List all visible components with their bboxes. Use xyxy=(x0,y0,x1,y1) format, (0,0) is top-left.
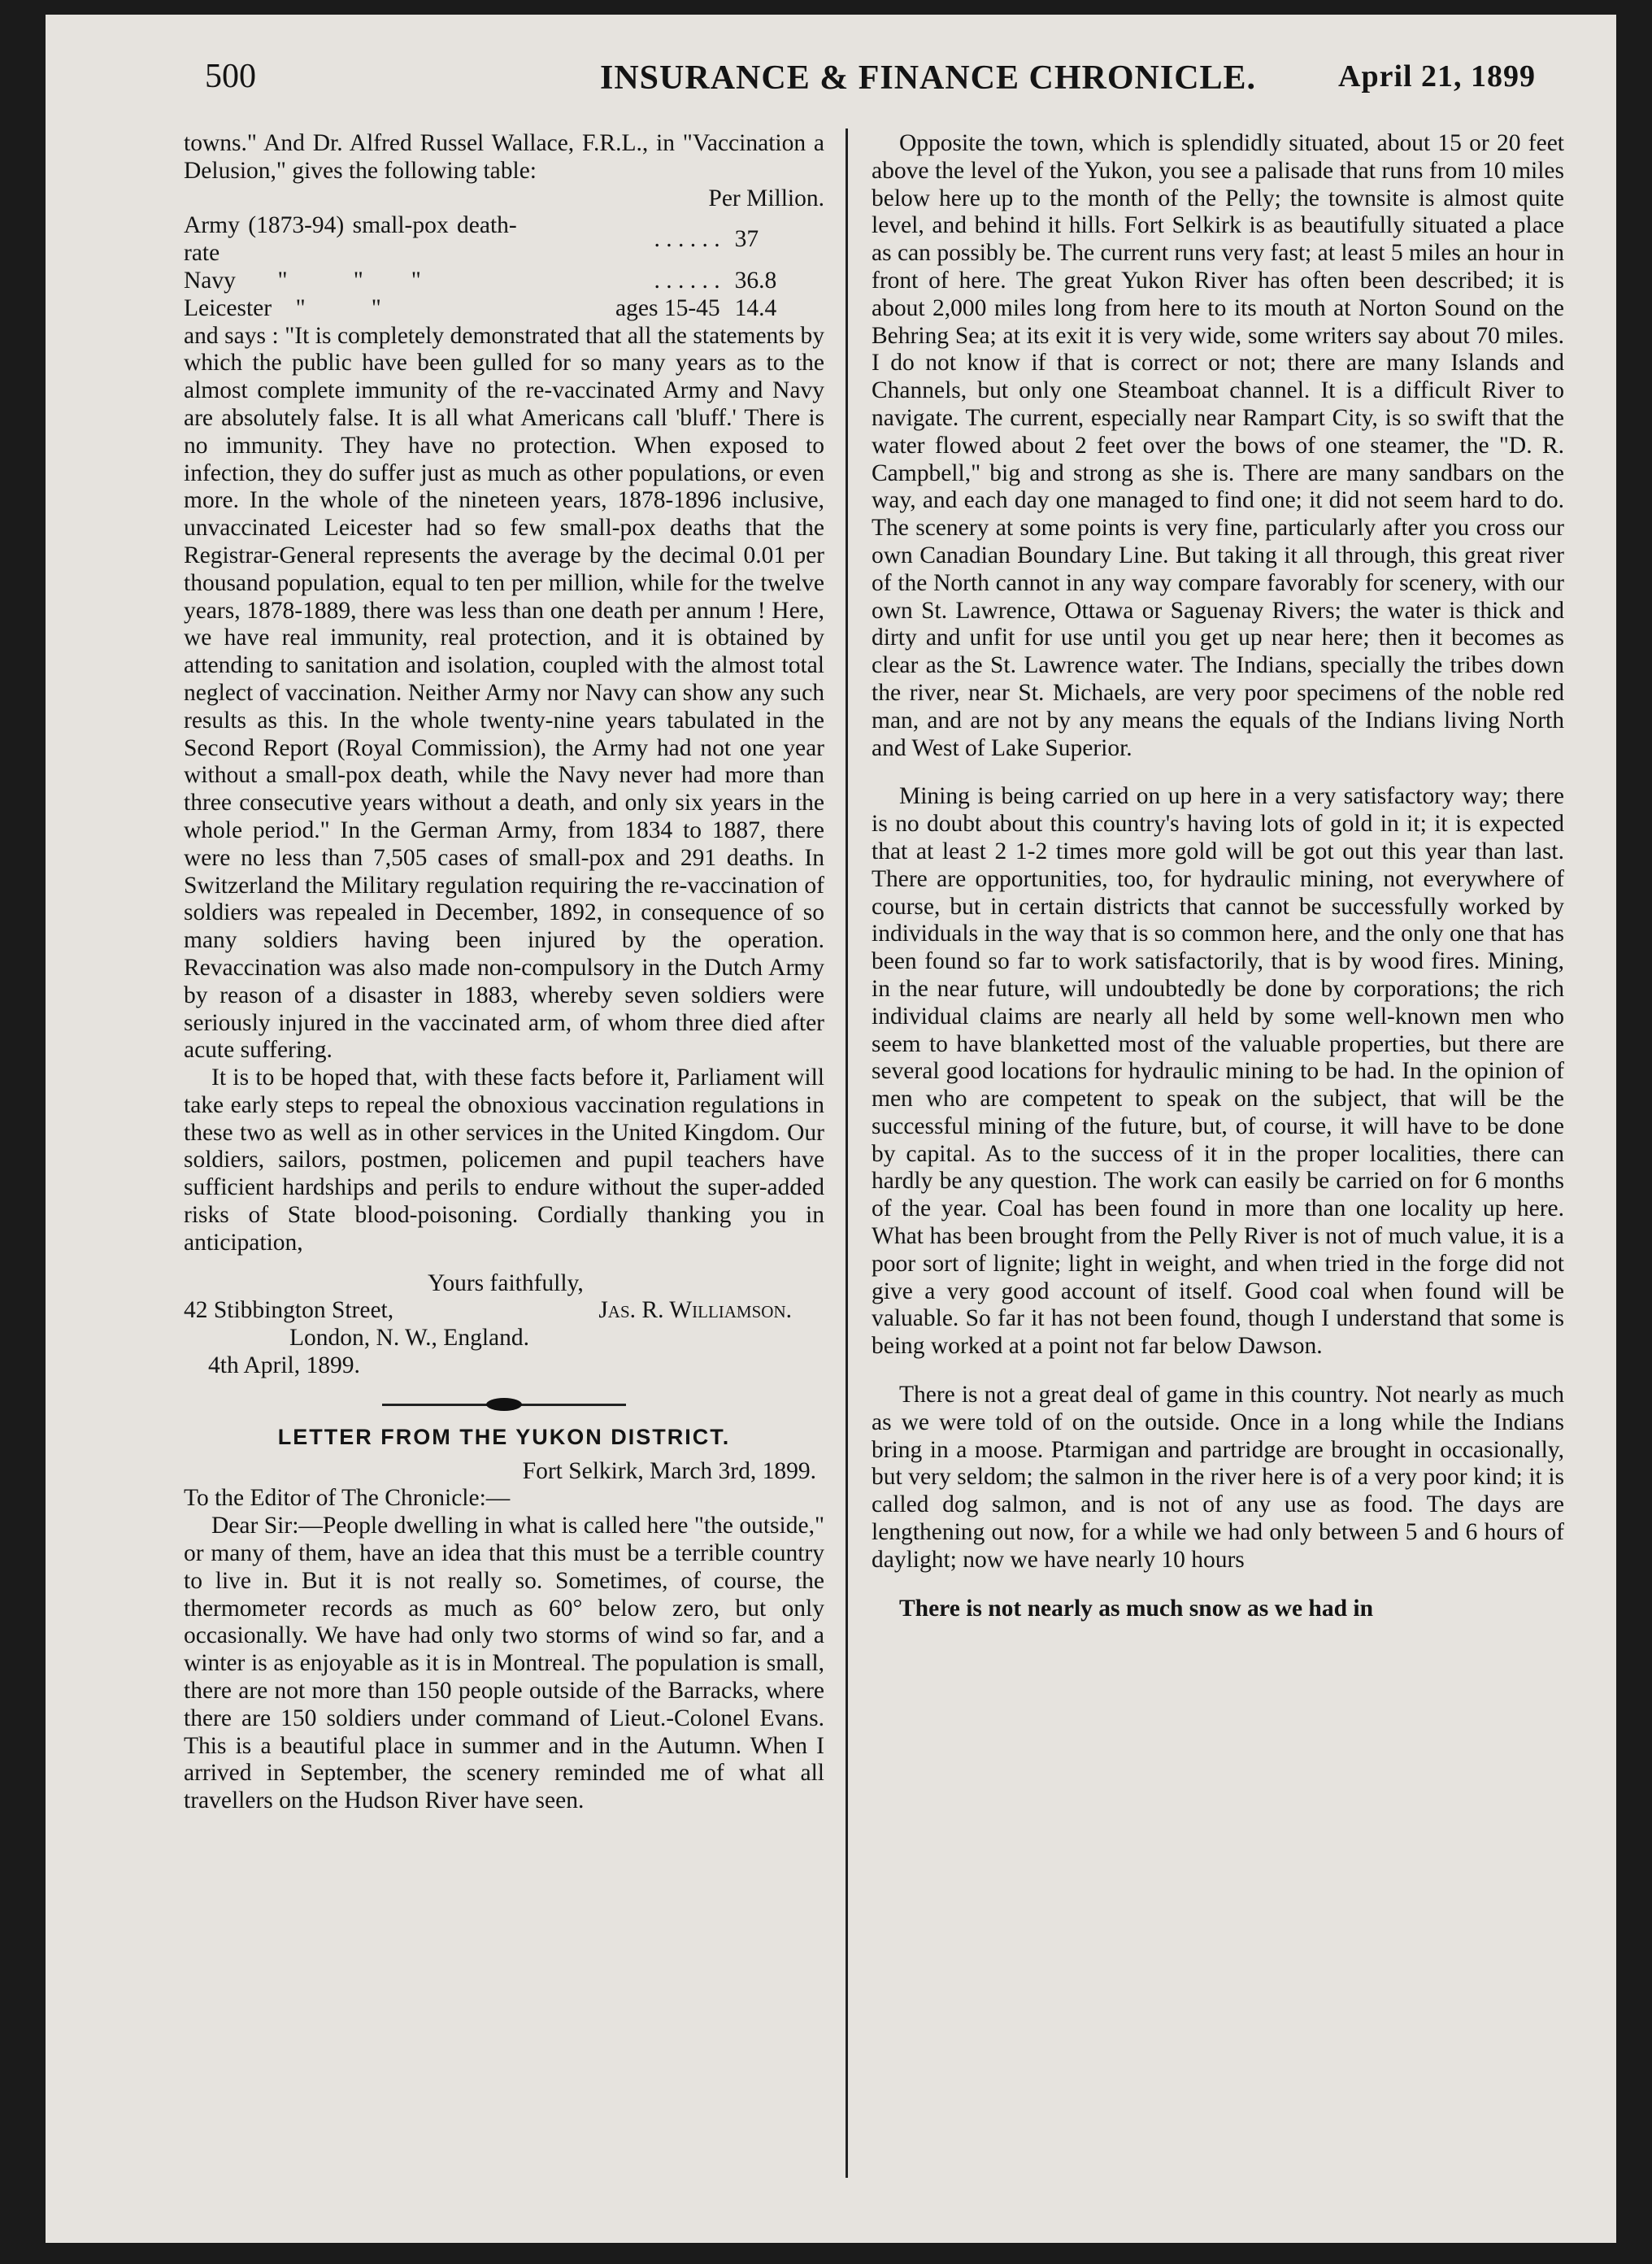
signer-name: Jas. R. Williamson. xyxy=(598,1297,792,1324)
row-label: Navy " " " xyxy=(184,267,421,294)
row-qualifier: ages 15-45 xyxy=(615,294,720,321)
row-label: Army (1873-94) small-pox death-rate xyxy=(184,212,517,267)
body-paragraph: Dear Sir:—People dwelling in what is called here "the outside," or many of them, have an idea that this must be a terrible country to live in. But it is not really so. Sometimes, of course, the thermometer records as much as 60° below zero, but only occasionally. We have had only two storms of wind so far, and a winter is as enjoyable as it is in Montreal. The population is small, there are not more than 150 people outside of the Barracks, where there are 150 soldiers under command of Lieut.-Colonel Evans. This is a beautiful place in summer and in the Autumn. When I arrived in September, the scenery reminded me of what all travellers on the Hudson River have seen. xyxy=(184,1513,824,1814)
death-rate-table xyxy=(184,212,824,322)
row-qualifier: . . . . . . xyxy=(654,267,720,294)
issue-date: April 21, 1899 xyxy=(1338,59,1537,94)
row-qualifier: . . . . . . xyxy=(654,226,720,253)
row-value: 37 xyxy=(734,226,759,253)
body-paragraph: There is not nearly as much snow as we had in xyxy=(899,1595,1373,1622)
page-header xyxy=(46,47,1616,104)
signature-date: 4th April, 1899. xyxy=(208,1352,360,1379)
body-paragraph: and says : "It is completely demonstrated that all the statements by which the public have been gulled for so many years as to the almost complete immunity of the re-vaccinated Army and Navy are absolutely false. It is all what Americans call 'bluff.' There is no immunity. They have no protection. When exposed to infection, they do suffer just as much as other populations, or even more. In the whole of the nineteen years, 1878-1896 inclusive, unvaccinated Leicester had so few small-pox deaths that the Registrar-General represents the average by the decimal 0.01 per thousand population, equal to ten per million, while for the twelve years, 1878-1889, there was less than one death per annum ! Here, we have real immunity, real protection, and it is obtained by attending to sanitation and isolation, coupled with the almost total neglect of vaccination. Neither Army nor Navy can show any such results as this. In the whole twenty-nine years tabulated in the Second Report (Royal Commission), the Army had not one year without a small-pox death, while the Navy never had more than three consecutive years without a death, and only six years in the whole period." In the German Army, from 1834 to 1887, there were no less than 7,505 cases of small-pox and 291 deaths. In Switzerland the Military regulation requiring the re-vaccination of soldiers was repealed in December, 1892, in consequence of so many soldiers having been injured by the operation. Revaccination was also made non-compulsory in the Dutch Army by reason of a disaster in 1883, whereby seven soldiers were seriously injured in the vaccinated arm, of whom three died after acute suffering. xyxy=(184,322,824,1064)
table-row xyxy=(184,212,824,268)
intro-paragraph: towns." And Dr. Alfred Russel Wallace, F.R.L., in "Vaccination a Delusion," gives the following table: xyxy=(184,130,824,184)
table-row xyxy=(184,268,824,295)
body-paragraph: Opposite the town, which is splendidly situated, about 15 or 20 feet above the level of the Yukon, you see a palisade that runs from 10 miles below here up to the month of the Pelly; the townsite is almost quite level, and behind it hills. Fort Selkirk is as beautifully situated a place as can possibly be. The current runs very fast; at least 5 miles an hour in front of here. The great Yukon River has often been described; it is about 2,000 miles long from here to its mouth at Norton Sound on the Behring Sea; at its exit it is very wide, some writers say about 70 miles. I do not know if that is correct or not; there are many Islands and Channels, but only one Steamboat channel. It is a difficult River to navigate. The current, especially near Rampart City, is so swift that the water flowed about 2 feet over the bows of one steamer, the "D. R. Campbell," big and strong as she is. There are many sandbars on the way, and each day one managed to find one; it did not seem hard to do. The scenery at some points is very fine, particularly after you cross our own Canadian Boundary Line. But taking it all through, this great river of the North cannot in any way compare favorably for scenery, with our own St. Lawrence, Ottawa or Saguenay Rivers; the water is thick and dirty and unfit for use until you get up near here; then it becomes as clear as the St. Lawrence water. The Indians, specially the tribes down the river, near St. Michaels, are very poor specimens of the noble red man, and are not by any means the equals of the Indians living North and West of Lake Superior. xyxy=(872,130,1564,761)
closing: Yours faithfully, xyxy=(428,1269,584,1296)
address-line: 42 Stibbington Street, xyxy=(184,1297,394,1324)
row-value: 36.8 xyxy=(734,267,777,294)
row-value: 14.4 xyxy=(734,294,777,321)
left-column xyxy=(184,130,824,1815)
right-column xyxy=(872,130,1564,1622)
table-row xyxy=(184,295,824,323)
page-number: 500 xyxy=(205,58,256,95)
section-ornament xyxy=(382,1396,626,1413)
signature-block xyxy=(184,1270,824,1380)
row-label: Leicester " " xyxy=(184,294,381,321)
newspaper-page xyxy=(46,15,1616,2243)
table-header: Per Million. xyxy=(708,185,824,211)
body-paragraph: There is not a great deal of game in this country. Not nearly as much as we were told of on the outside. Once in a long while the Indians bring in a moose. Ptarmigan and partridge are brought in occasionally, but very seldom; the salmon in the river here is of a very poor kind; it is called dog salmon, and is not of any use as food. The days are lengthening out now, for a while we had only between 5 and 6 hours of daylight; now we have nearly 10 hours xyxy=(872,1382,1564,1573)
journal-title: INSURANCE & FINANCE CHRONICLE. xyxy=(600,59,1257,97)
letter-title: LETTER FROM THE YUKON DISTRICT. xyxy=(277,1424,731,1449)
body-paragraph: It is to be hoped that, with these facts before it, Parliament will take early steps to repeal the obnoxious vaccination regulations in these two as well as in other services in the United Kingdom. Our soldiers, sailors, postmen, policemen and pupil teachers have sufficient hardships and perils to endure without the super-added risks of State blood-poisoning. Cordially thanking you in anticipation, xyxy=(184,1065,824,1256)
letter-salutation: To the Editor of The Chronicle:— xyxy=(184,1485,511,1512)
address-line: London, N. W., England. xyxy=(289,1325,529,1352)
column-divider xyxy=(846,128,848,2178)
body-paragraph: Mining is being carried on up here in a very satisfactory way; there is no doubt about this country's having lots of gold in it; it is expected that at least 2 1-2 times more gold will be got out this year than last. There are opportunities, too, for hydraulic mining, not everywhere of course, but in certain districts that cannot be successfully worked by individuals in the way that is so common here, and the only one that has been found so far to work satisfactorily, that is by wood fires. Mining, in the near future, will undoubtedly be done by corporations; the rich individual claims are nearly all held by some well-known men who seem to have blanketted most of the valuable properties, but there are several good locations for hydraulic mining to be had. In the opinion of men who are competent to speak on the subject, that will be the successful mining of the future, but, of course, it will have to be done by capital. As to the success of it in the proper localities, there can hardly be any question. The work can easily be carried on for 6 months of the year. Coal has been found in more than one locality up here. What has been brought from the Pelly River is not of much value, it is a poor sort of lignite; light in weight, and when tried in the forge did not give a very good account of itself. Good coal when found will be valuable. So far it has not been found, though I understand that some is being worked at a point not far below Dawson. xyxy=(872,783,1564,1360)
letter-dateline: Fort Selkirk, March 3rd, 1899. xyxy=(522,1457,816,1484)
